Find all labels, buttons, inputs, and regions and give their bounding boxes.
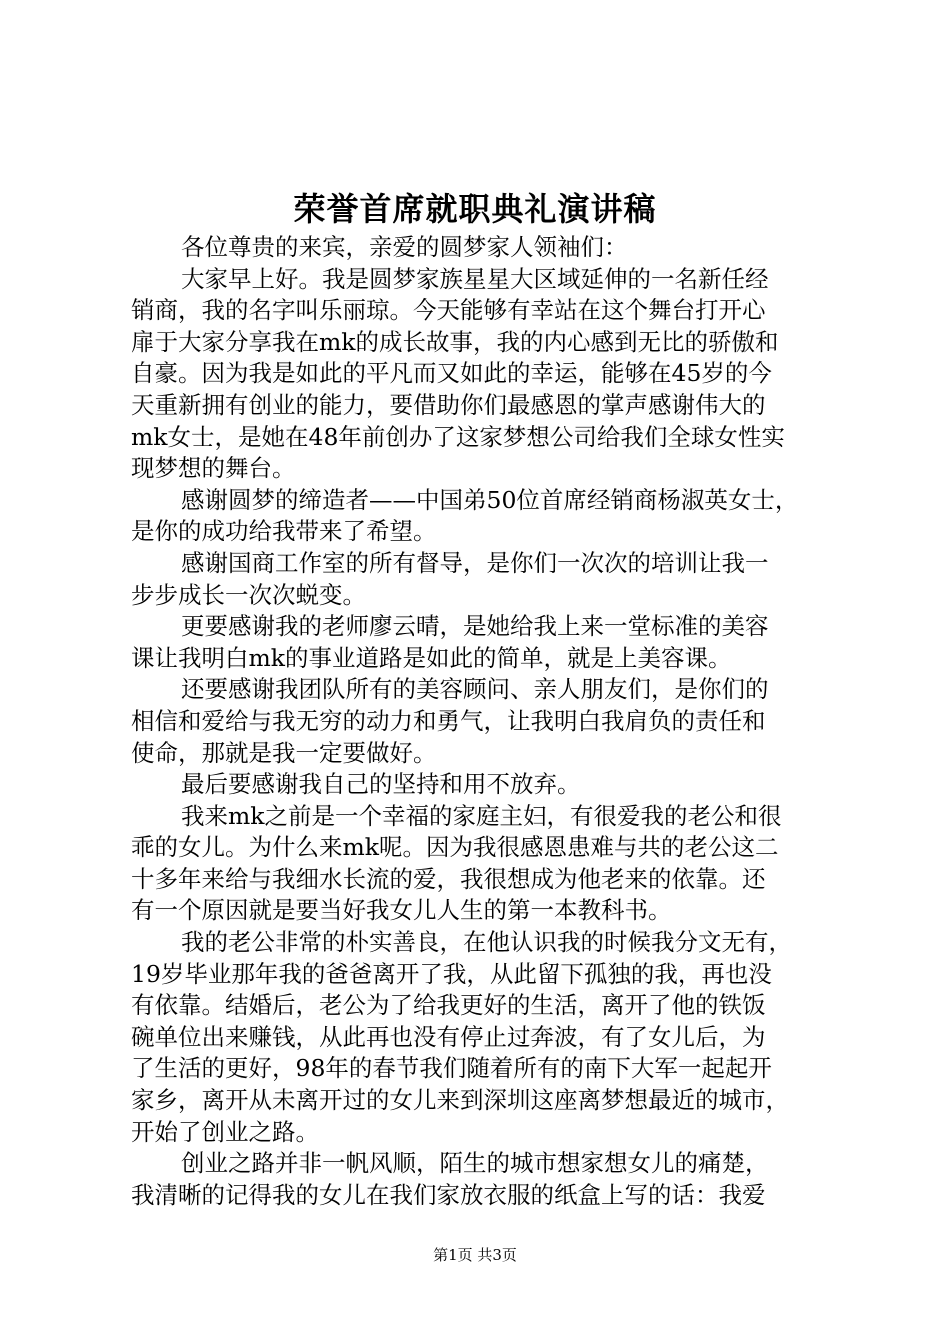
paragraph-line: 碗单位出来赚钱，从此再也没有停止过奔波，有了女儿后，为 xyxy=(131,1022,766,1051)
paragraph-line: mk女士，是她在48年前创办了这家梦想公司给我们全球女性实 xyxy=(131,422,785,451)
paragraph xyxy=(131,801,831,927)
paragraph-line: 课让我明白mk的事业道路是如此的简单，就是上美容课。 xyxy=(131,643,732,672)
paragraph-line: 19岁毕业那年我的爸爸离开了我，从此留下孤独的我，再也没 xyxy=(131,959,772,988)
paragraph-line: 我来mk之前是一个幸福的家庭主妇，有很爱我的老公和很 xyxy=(181,801,782,830)
paragraph xyxy=(131,769,831,801)
paragraph-line: 感谢国商工作室的所有督导，是你们一次次的培训让我一 xyxy=(181,548,769,577)
paragraph-line: 各位尊贵的来宾，亲爱的圆梦家人领袖们： xyxy=(181,233,628,261)
paragraph-line: 相信和爱给与我无穷的动力和勇气，让我明白我肩负的责任和 xyxy=(131,706,766,735)
paragraph-line: 乖的女儿。为什么来mk呢。因为我很感恩患难与共的老公这二 xyxy=(131,833,779,862)
paragraph-line: 步步成长一次次蜕变。 xyxy=(131,580,366,609)
paragraph-line: 了生活的更好，98年的春节我们随着所有的南下大军一起起开 xyxy=(131,1054,772,1083)
page-footer: 第1页 共3页 xyxy=(433,1246,517,1264)
paragraph xyxy=(131,611,831,674)
paragraph-line: 最后要感谢我自己的坚持和用不放弃。 xyxy=(181,770,581,799)
paragraph xyxy=(131,264,831,485)
paragraph-line: 有依靠。结婚后，老公为了给我更好的生活，离开了他的铁饭 xyxy=(131,991,766,1020)
paragraph xyxy=(131,674,831,769)
paragraph-line: 有一个原因就是要当好我女儿人生的第一本教科书。 xyxy=(131,896,672,925)
paragraph-line: 开始了创业之路。 xyxy=(131,1117,319,1146)
paragraph-line: 还要感谢我团队所有的美容顾问、亲人朋友们，是你们的 xyxy=(181,675,769,704)
paragraph-line: 十多年来给与我细水长流的爱，我很想成为他老来的依靠。还 xyxy=(131,864,766,893)
paragraph xyxy=(131,927,831,1148)
paragraph xyxy=(131,485,831,548)
paragraph-line: 家乡，离开从未离开过的女儿来到深圳这座离梦想最近的城市， xyxy=(131,1086,789,1115)
paragraph-line: 自豪。因为我是如此的平凡而又如此的幸运，能够在45岁的今 xyxy=(131,359,772,388)
paragraph-line: 销商，我的名字叫乐丽琼。今天能够有幸站在这个舞台打开心 xyxy=(131,296,766,325)
page-title: 荣誉首席就职典礼演讲稿 xyxy=(293,190,657,228)
paragraph-line: 扉于大家分享我在mk的成长故事，我的内心感到无比的骄傲和 xyxy=(131,327,779,356)
paragraph-line: 我清晰的记得我的女儿在我们家放衣服的纸盒上写的话：我爱 xyxy=(131,1180,766,1209)
paragraph-line: 使命，那就是我一定要做好。 xyxy=(131,738,437,767)
paragraph xyxy=(131,232,831,264)
paragraph-line: 创业之路并非一帆风顺，陌生的城市想家想女儿的痛楚， xyxy=(181,1149,769,1178)
paragraph-line: 现梦想的舞台。 xyxy=(131,454,296,483)
paragraph-line: 大家早上好。我是圆梦家族星星大区域延伸的一名新任经 xyxy=(181,264,769,293)
paragraph-line: 我的老公非常的朴实善良，在他认识我的时候我分文无有， xyxy=(181,928,792,957)
paragraph-line: 是你的成功给我带来了希望。 xyxy=(131,517,437,546)
paragraph xyxy=(131,1148,831,1211)
paragraph xyxy=(131,548,831,611)
paragraph-line: 感谢圆梦的缔造者——中国弟50位首席经销商杨淑英女士， xyxy=(181,485,799,514)
paragraph-line: 更要感谢我的老师廖云晴，是她给我上来一堂标准的美容 xyxy=(181,612,769,641)
paragraph-line: 天重新拥有创业的能力，要借助你们最感恩的掌声感谢伟大的 xyxy=(131,390,766,419)
document-body xyxy=(131,232,831,1211)
